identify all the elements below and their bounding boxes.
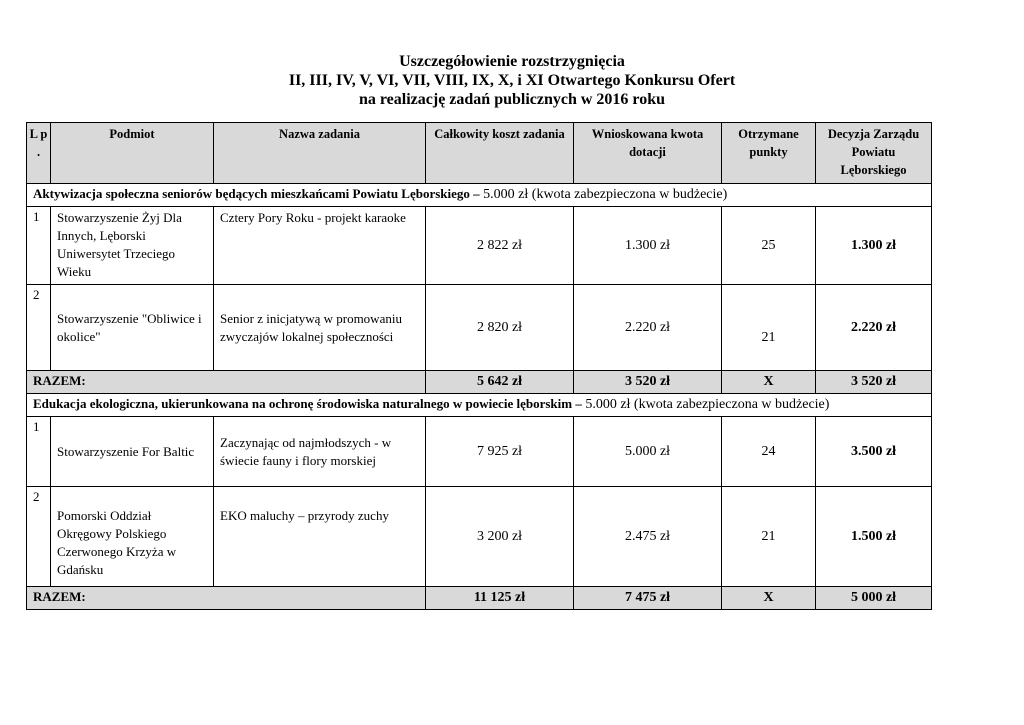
row-punkty: 25 bbox=[722, 207, 816, 285]
sum-row bbox=[27, 371, 932, 394]
sum-label: RAZEM: bbox=[27, 371, 426, 394]
row-koszt: 7 925 zł bbox=[426, 417, 574, 487]
row-punkty: 21 bbox=[722, 285, 816, 371]
table-row bbox=[27, 285, 932, 371]
row-decyzja: 2.220 zł bbox=[816, 285, 932, 371]
document-title bbox=[0, 52, 1024, 109]
sum-koszt: 5 642 zł bbox=[426, 371, 574, 394]
title-line-3: na realizację zadań publicznych w 2016 roku bbox=[358, 91, 666, 108]
section-amount: 5.000 zł (kwota zabezpieczona w budżecie) bbox=[479, 187, 728, 202]
row-nazwa: Zaczynając od najmłodszych - w świecie fauny i flory morskiej bbox=[214, 417, 426, 487]
sum-row bbox=[27, 587, 932, 610]
sum-koszt: 11 125 zł bbox=[426, 587, 574, 610]
table-header-row bbox=[27, 123, 932, 184]
section-title-text: Aktywizacja społeczna seniorów będących mieszkańcami Powiatu Lęborskiego – bbox=[33, 186, 480, 201]
row-koszt: 2 822 zł bbox=[426, 207, 574, 285]
title-line-1: Uszczegółowienie rozstrzygnięcia bbox=[399, 53, 625, 70]
section-amount: 5.000 zł (kwota zabezpieczona w budżecie) bbox=[581, 397, 830, 412]
sum-label: RAZEM: bbox=[27, 587, 426, 610]
row-decyzja: 3.500 zł bbox=[816, 417, 932, 487]
row-lp: 2 bbox=[27, 285, 51, 371]
sum-decyzja: 5 000 zł bbox=[816, 587, 932, 610]
table-row bbox=[27, 207, 932, 285]
header-lp: L p . bbox=[27, 123, 51, 184]
row-nazwa: Cztery Pory Roku - projekt karaoke bbox=[214, 207, 426, 285]
section-header-row bbox=[27, 394, 932, 417]
section-header-row bbox=[27, 184, 932, 207]
row-kwota: 5.000 zł bbox=[574, 417, 722, 487]
row-podmiot: Stowarzyszenie "Obliwice i okolice" bbox=[51, 285, 214, 371]
sum-kwota: 7 475 zł bbox=[574, 587, 722, 610]
header-podmiot: Podmiot bbox=[51, 123, 214, 184]
header-koszt: Całkowity koszt zadania bbox=[426, 123, 574, 184]
results-table bbox=[26, 122, 932, 610]
row-podmiot: Stowarzyszenie For Baltic bbox=[51, 417, 214, 487]
row-koszt: 2 820 zł bbox=[426, 285, 574, 371]
table-row bbox=[27, 487, 932, 587]
row-lp: 2 bbox=[27, 487, 51, 587]
row-nazwa: Senior z inicjatywą w promowaniu zwyczajów lokalnej społeczności bbox=[214, 285, 426, 371]
row-punkty: 21 bbox=[722, 487, 816, 587]
section-title bbox=[27, 184, 932, 207]
sum-punkty: X bbox=[722, 371, 816, 394]
row-kwota: 2.220 zł bbox=[574, 285, 722, 371]
row-decyzja: 1.300 zł bbox=[816, 207, 932, 285]
row-nazwa: EKO maluchy – przyrody zuchy bbox=[214, 487, 426, 587]
sum-kwota: 3 520 zł bbox=[574, 371, 722, 394]
row-koszt: 3 200 zł bbox=[426, 487, 574, 587]
row-podmiot: Pomorski Oddział Okręgowy Polskiego Czerwonego Krzyża w Gdańsku bbox=[51, 487, 214, 587]
row-punkty: 24 bbox=[722, 417, 816, 487]
row-decyzja: 1.500 zł bbox=[816, 487, 932, 587]
table-row bbox=[27, 417, 932, 487]
section-title bbox=[27, 394, 932, 417]
section-title-text: Edukacja ekologiczna, ukierunkowana na ochronę środowiska naturalnego w powiecie lęborskim – bbox=[33, 396, 582, 411]
row-kwota: 1.300 zł bbox=[574, 207, 722, 285]
title-line-2: II, III, IV, V, VI, VII, VIII, IX, X, i XI Otwartego Konkursu Ofert bbox=[288, 72, 736, 89]
row-lp: 1 bbox=[27, 417, 51, 487]
sum-decyzja: 3 520 zł bbox=[816, 371, 932, 394]
row-kwota: 2.475 zł bbox=[574, 487, 722, 587]
header-punkty: Otrzymane punkty bbox=[722, 123, 816, 184]
row-podmiot: Stowarzyszenie Żyj Dla Innych, Lęborski Uniwersytet Trzeciego Wieku bbox=[51, 207, 214, 285]
header-kwota: Wnioskowana kwota dotacji bbox=[574, 123, 722, 184]
sum-punkty: X bbox=[722, 587, 816, 610]
row-lp: 1 bbox=[27, 207, 51, 285]
header-decyzja: Decyzja Zarządu Powiatu Lęborskiego bbox=[816, 123, 932, 184]
header-nazwa: Nazwa zadania bbox=[214, 123, 426, 184]
